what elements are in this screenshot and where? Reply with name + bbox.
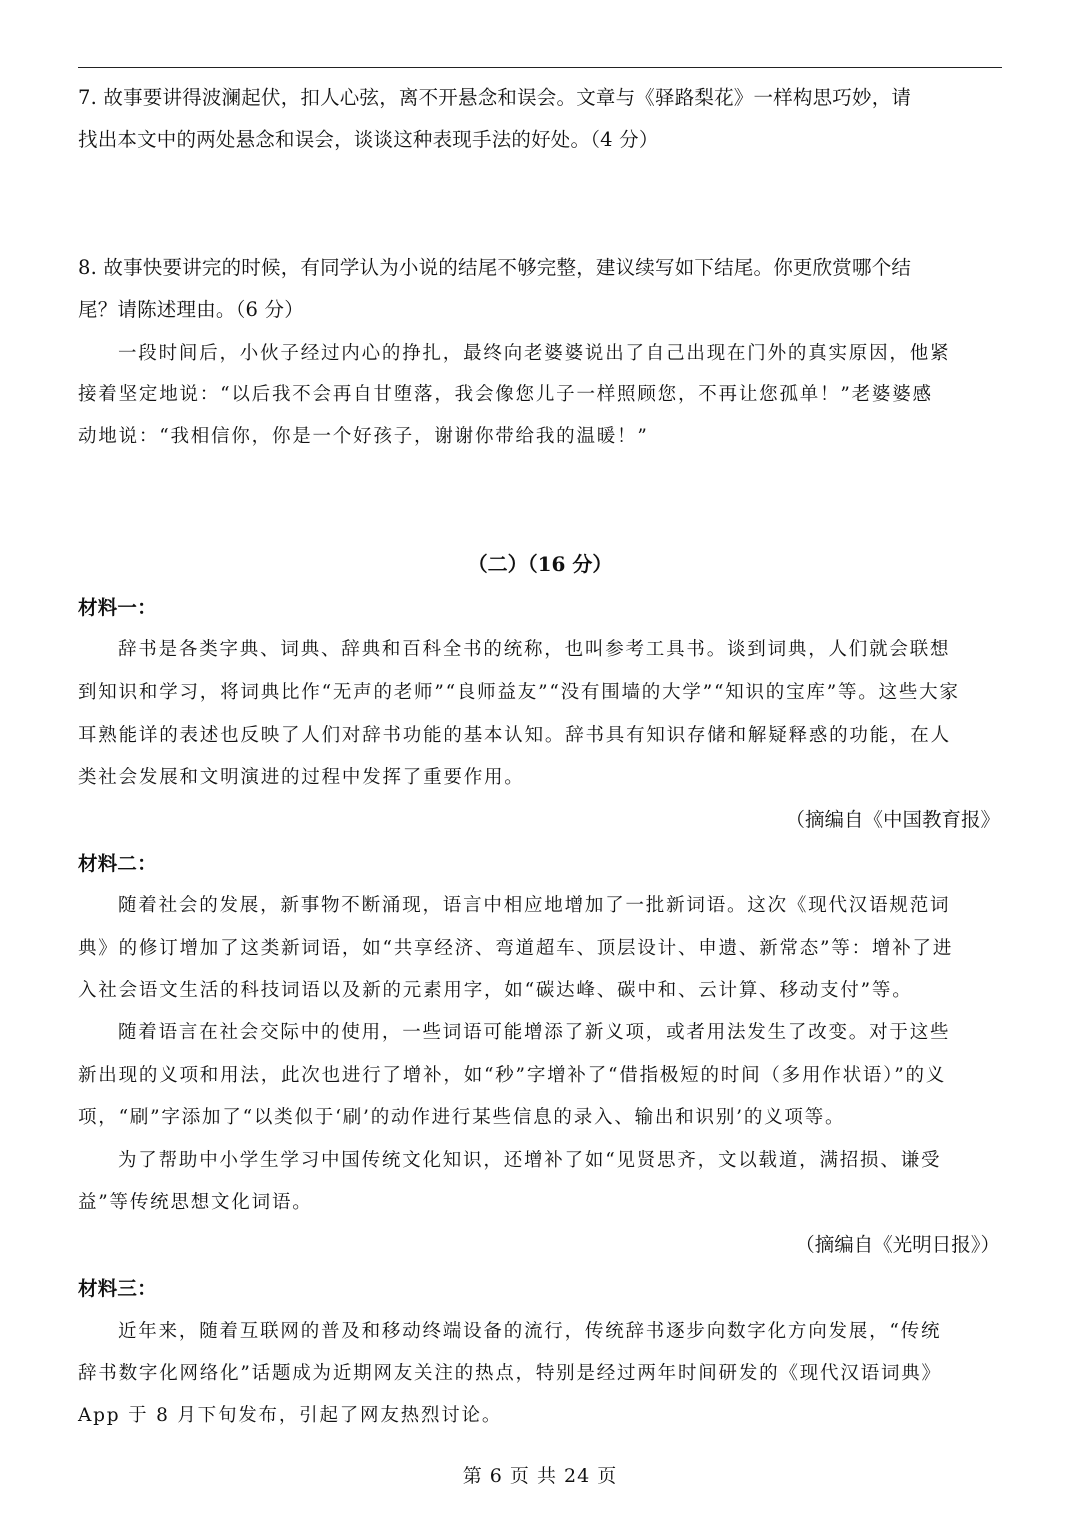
- material-1-line-3: 耳熟能详的表述也反映了人们对辞书功能的基本认知。辞书具有知识存储和解疑释惑的功能，在人: [78, 725, 951, 746]
- question-8-line-2: 尾？请陈述理由。（6 分）: [78, 298, 304, 321]
- material-1-line-2: 到知识和学习，将词典比作“无声的老师”“良师益友”“没有围墙的大学”“知识的宝库”等。这些大家: [78, 682, 960, 703]
- material-2-p1-line-3: 入社会语文生活的科技词语以及新的元素用字，如“碳达峰、碳中和、云计算、移动支付”等。: [78, 980, 913, 1001]
- material-2-p1-line-1: 随着社会的发展，新事物不断涌现，语言中相应地增加了一批新词语。这次《现代汉语规范词: [118, 895, 951, 916]
- question-7-line-2: 找出本文中的两处悬念和误会，谈谈这种表现手法的好处。（4 分）: [78, 128, 659, 151]
- question-8-line-1: 8. 故事快要讲完的时候，有同学认为小说的结尾不够完整，建议续写如下结尾。你更欣赏哪个结: [78, 256, 912, 279]
- material-3-line-3: App 于 8 月下旬发布，引起了网友热烈讨论。: [78, 1405, 503, 1426]
- material-1-line-4: 类社会发展和文明演进的过程中发挥了重要作用。: [78, 767, 525, 788]
- continuation-line-2: 接着坚定地说：“以后我不会再自甘堕落，我会像您儿子一样照顾您，不再让您孤单！”老婆婆感: [78, 384, 933, 405]
- material-2-p2-line-3: 项，“刷”字添加了“以类似于‘刷’的动作进行某些信息的录入、输出和识别’的义项等。: [78, 1107, 846, 1128]
- material-2-p3-line-2: 益”等传统思想文化词语。: [78, 1192, 313, 1213]
- material-3-heading: 材料三：: [78, 1277, 157, 1300]
- material-2-source: （摘编自《光明日报》）: [795, 1233, 1000, 1256]
- material-2-heading: 材料二：: [78, 852, 157, 875]
- section-title: （二）（16 分）: [467, 552, 613, 576]
- question-7-line-1: 7. 故事要讲得波澜起伏，扣人心弦，离不开悬念和误会。文章与《驿路梨花》一样构思巧妙，请: [78, 86, 912, 109]
- top-divider: [78, 67, 1002, 68]
- material-2-p2-line-1: 随着语言在社会交际中的使用，一些词语可能增添了新义项，或者用法发生了改变。对于这些: [118, 1022, 951, 1043]
- continuation-line-1: 一段时间后，小伙子经过内心的挣扎，最终向老婆婆说出了自己出现在门外的真实原因，他紧: [118, 343, 951, 364]
- continuation-line-3: 动地说：“我相信你，你是一个好孩子，谢谢你带给我的温暖！”: [78, 426, 649, 447]
- material-1-source: （摘编自《中国教育报》: [785, 808, 1000, 831]
- page-number: 第 6 页 共 24 页: [462, 1465, 618, 1487]
- material-3-line-2: 辞书数字化网络化”话题成为近期网友关注的热点，特别是经过两年时间研发的《现代汉语词典》: [78, 1363, 942, 1384]
- material-1-line-1: 辞书是各类字典、词典、辞典和百科全书的统称，也叫参考工具书。谈到词典，人们就会联想: [118, 639, 951, 660]
- material-1-heading: 材料一：: [78, 596, 157, 619]
- material-2-p2-line-2: 新出现的义项和用法，此次也进行了增补，如“秒”字增补了“借指极短的时间（多用作状语）”的义: [78, 1065, 947, 1086]
- material-2-p1-line-2: 典》的修订增加了这类新词语，如“共享经济、弯道超车、顶层设计、申遗、新常态”等：增补了进: [78, 938, 954, 959]
- material-2-p3-line-1: 为了帮助中小学生学习中国传统文化知识，还增补了如“见贤思齐，文以载道，满招损、谦受: [118, 1150, 942, 1171]
- material-3-line-1: 近年来，随着互联网的普及和移动终端设备的流行，传统辞书逐步向数字化方向发展，“传统: [118, 1321, 942, 1342]
